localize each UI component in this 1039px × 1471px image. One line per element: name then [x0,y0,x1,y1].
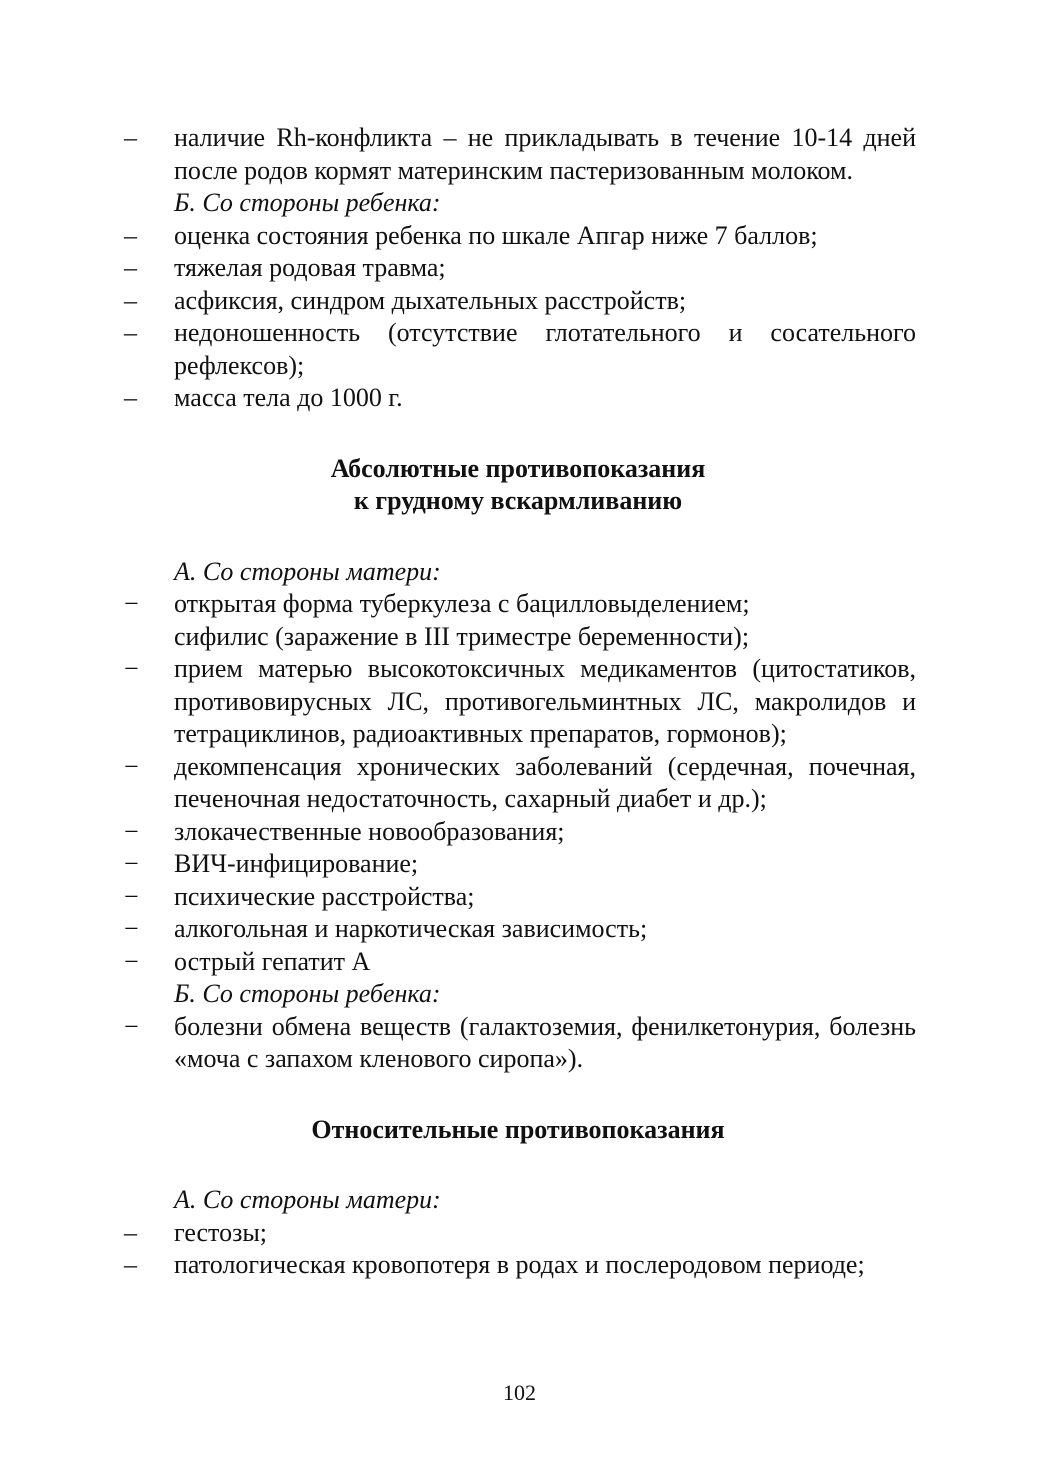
list-item [120,881,916,914]
page-content [120,122,916,1282]
list-item-text: психические расстройства; [174,881,475,911]
list-item [120,220,916,253]
list-item-text: прием матерью высокотоксичных медикаментов (цитостатиков, противовирусных ЛС, противогельминтных ЛС, макролидов и тетрациклинов, радиоактивных препаратов, гормонов); [174,654,916,748]
list-item-text: острый гепатит А [174,946,371,976]
list-item [120,382,916,415]
spacer [120,1076,916,1114]
list-item-text: тяжелая родовая травма; [174,253,446,282]
list-item [120,946,916,979]
list-item [120,1011,916,1076]
spacer [120,518,916,556]
list-item-text: ВИЧ-инфицирование; [174,849,419,878]
subhead-child: Б. Со стороны ребенка: [174,979,441,1008]
subhead-child: Б. Со стороны ребенка: [174,188,441,217]
list-dash: − [124,589,139,618]
list-item [120,913,916,946]
list-item-text: патологическая кровопотеря в родах и послеродовом периоде; [174,1250,865,1279]
list-item-text: оценка состояния ребенка по шкале Апгар ниже 7 баллов; [174,220,818,250]
list-item [120,252,916,285]
list-item-text: злокачественные новообразования; [174,816,565,846]
spacer [120,1146,916,1184]
list-item-rh-conflict [120,122,916,187]
list-item-text: асфиксия, синдром дыхательных расстройств; [174,285,687,315]
list-item-text: болезни обмена веществ (галактоземия, фенилкетонурия, болезнь «моча с запахом кленового сиропа»). [174,1011,916,1073]
list-item [120,1217,916,1250]
list-dash: – [124,253,137,282]
page-number: 102 [503,1380,536,1405]
list-dash: − [124,849,139,878]
list-item-text: открытая форма туберкулеза с бацилловыделением; [174,589,750,618]
list-item-text: алкогольная и наркотическая зависимость; [174,914,648,943]
list-dash: – [124,123,137,152]
list-item [120,285,916,318]
list-dash: − [124,881,139,911]
list-dash: – [124,1250,137,1279]
list-item [120,751,916,816]
list-dash: − [124,751,139,781]
subhead-mother: А. Со стороны матери: [174,1185,441,1214]
section-heading-relative: Относительные противопоказания [311,1114,725,1144]
list-item [120,1249,916,1282]
list-item-text: наличие Rh-конфликта – не прикладывать в течение 10-14 дней после родов кормят материнским пастеризованным молоком. [174,123,916,185]
list-dash: – [124,220,137,250]
list-dash: − [124,816,139,846]
section-heading-absolute-line-1: Абсолютные противопоказания [330,453,706,483]
list-dash: – [124,318,137,347]
list-item [120,653,916,751]
list-item-text: гестозы; [174,1217,268,1247]
subhead-mother: А. Со стороны матери: [174,556,441,586]
list-dash: – [124,285,137,315]
list-item-text: декомпенсация хронических заболеваний (сердечная, почечная, печеночная недостаточность, сахарный диабет и др.); [174,751,916,813]
list-dash: − [124,1011,139,1041]
list-item [120,816,916,849]
list-dash: − [124,946,139,976]
list-dash: – [124,383,137,412]
list-item [120,848,916,881]
list-item-continuation: сифилис (заражение в III триместре беременности); [174,621,750,651]
list-item-text: масса тела до 1000 г. [174,383,403,412]
list-dash: − [124,914,139,943]
list-dash: – [124,1217,137,1247]
list-item-text: недоношенность (отсутствие глотательного и сосательного рефлексов); [174,318,916,380]
spacer [120,415,916,453]
section-heading-absolute-line-2: к грудному вскармливанию [353,486,683,515]
list-item [120,588,916,621]
list-dash: − [124,654,139,683]
list-item [120,317,916,382]
